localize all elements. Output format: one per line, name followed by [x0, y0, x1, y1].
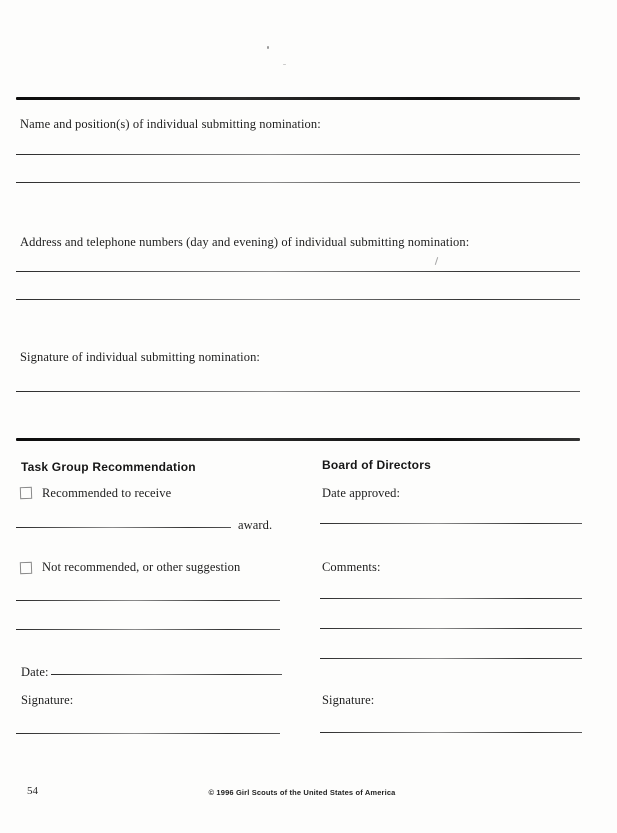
scan-mark [435, 257, 438, 265]
board-header: Board of Directors [322, 458, 431, 472]
comments-write-line-1[interactable] [320, 597, 582, 599]
task-date-write-line[interactable] [51, 673, 282, 675]
date-approved-write-line[interactable] [320, 522, 582, 524]
task-signature-write-line[interactable] [16, 732, 280, 734]
signature-write-line[interactable] [16, 390, 580, 392]
name-field-label: Name and position(s) of individual submitting nomination: [20, 117, 321, 131]
task-group-header: Task Group Recommendation [21, 460, 196, 474]
comments-write-line-2[interactable] [320, 627, 582, 629]
address-field-label: Address and telephone numbers (day and evening) of individual submitting nomination: [20, 235, 470, 249]
recommended-label: Recommended to receive [42, 486, 172, 500]
address-write-line-2[interactable] [16, 298, 580, 300]
award-suffix-label: award. [238, 518, 273, 532]
task-signature-label: Signature: [21, 693, 74, 707]
section-rule-top [16, 97, 580, 100]
recommended-checkbox[interactable] [20, 487, 32, 499]
comments-label: Comments: [322, 560, 381, 574]
name-write-line-1[interactable] [16, 153, 580, 155]
board-signature-label: Signature: [322, 693, 375, 707]
date-approved-label: Date approved: [322, 486, 401, 500]
address-write-line-1[interactable] [16, 270, 580, 272]
section-rule-middle [16, 438, 580, 441]
comments-write-line-3[interactable] [320, 657, 582, 659]
signature-field-label: Signature of individual submitting nomination: [20, 350, 260, 364]
footer-copyright: © 1996 Girl Scouts of the United States of America [208, 788, 396, 797]
not-recommended-label: Not recommended, or other suggestion [42, 560, 241, 574]
scan-speck [267, 46, 269, 49]
board-signature-write-line[interactable] [320, 731, 582, 733]
scan-speck [283, 64, 286, 65]
not-recommended-checkbox[interactable] [20, 562, 32, 574]
task-date-label: Date: [21, 665, 49, 679]
suggestion-write-line-2[interactable] [16, 628, 280, 630]
page-number: 54 [27, 785, 38, 797]
suggestion-write-line-1[interactable] [16, 599, 280, 601]
award-write-line[interactable] [16, 526, 231, 528]
name-write-line-2[interactable] [16, 181, 580, 183]
